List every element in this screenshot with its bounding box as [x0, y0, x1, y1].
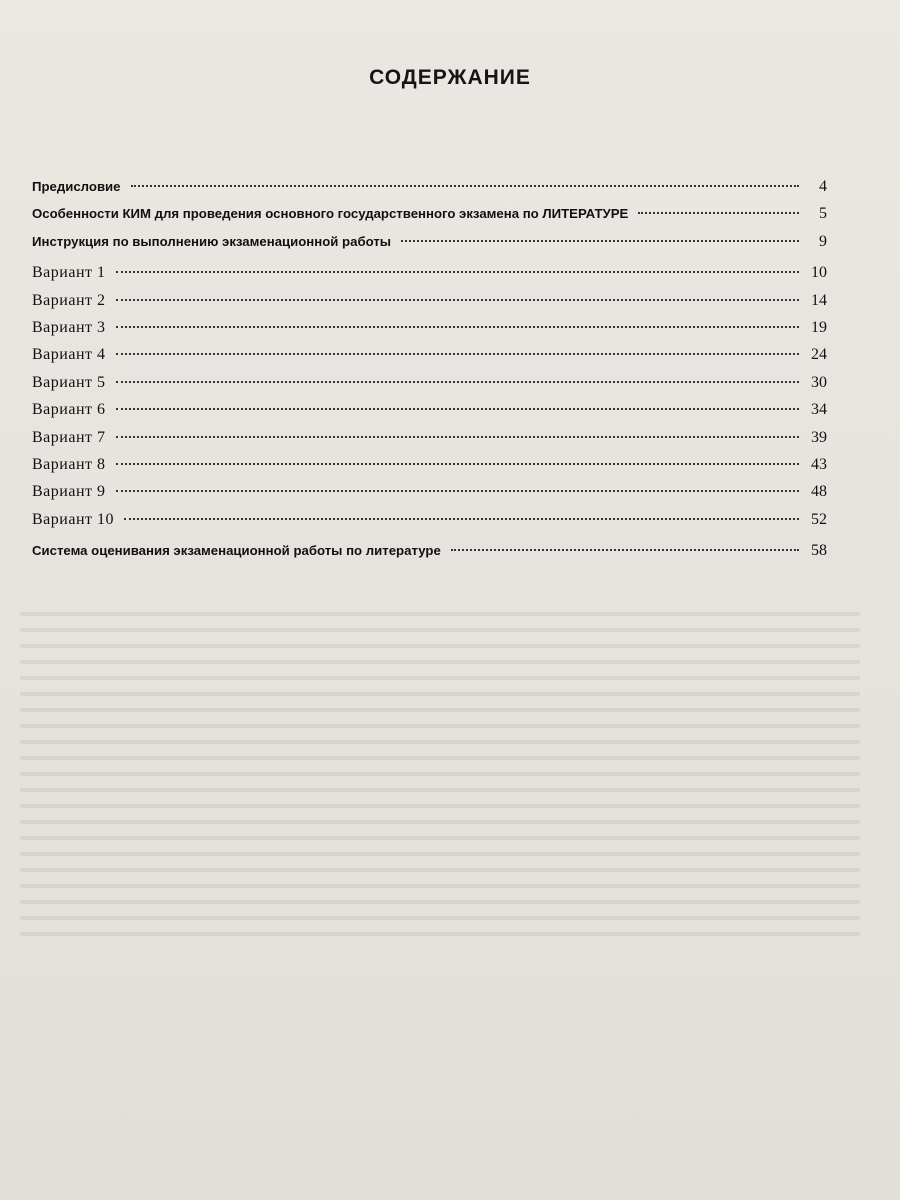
- toc-entry-label: Вариант 3: [32, 318, 106, 336]
- toc-entry-page-number: 34: [811, 401, 827, 419]
- toc-entry-page-number: 24: [811, 346, 827, 364]
- toc-entry-label: Вариант 5: [32, 373, 106, 391]
- dot-leader: [116, 353, 800, 355]
- dot-leader: [124, 518, 799, 520]
- toc-entry[interactable]: [32, 542, 827, 569]
- toc-entry[interactable]: [32, 178, 827, 205]
- dot-leader: [116, 326, 800, 328]
- toc-entry-label: Вариант 4: [32, 346, 106, 364]
- toc-entry[interactable]: [32, 233, 827, 260]
- toc-entry-page-number: 9: [819, 232, 827, 250]
- dot-leader: [401, 240, 799, 242]
- toc-entry[interactable]: [32, 401, 827, 428]
- toc-entry-label: Инструкция по выполнению экзаменационной работы: [32, 233, 392, 249]
- toc-entry-page-number: 10: [811, 264, 827, 282]
- page-title: СОДЕРЖАНИЕ: [369, 66, 531, 89]
- toc-entry-label: Вариант 7: [32, 428, 106, 446]
- dot-leader: [116, 408, 800, 410]
- toc-entry-page-number: 14: [811, 291, 827, 309]
- dot-leader: [116, 381, 800, 383]
- bleed-through-text: [20, 600, 860, 1160]
- toc-entry-label: Вариант 1: [32, 264, 106, 282]
- toc-entry-page-number: 39: [811, 428, 827, 446]
- toc-entry-label: Вариант 9: [32, 483, 106, 501]
- toc-entry[interactable]: [32, 205, 827, 232]
- dot-leader: [116, 490, 800, 492]
- dot-leader: [116, 299, 800, 301]
- toc-entry-label: Вариант 2: [32, 291, 106, 309]
- toc-entry-page-number: 48: [811, 483, 827, 501]
- toc-entry[interactable]: [32, 264, 827, 291]
- toc-entry[interactable]: [32, 511, 827, 538]
- toc-entry-label: Система оценивания экзаменационной работы по литературе: [32, 543, 441, 559]
- toc-entry[interactable]: [32, 346, 827, 373]
- toc-entry-page-number: 19: [811, 318, 827, 336]
- toc-entry-label: Предисловие: [32, 179, 121, 194]
- toc-entry-label: Особенности КИМ для проведения основного государственного экзамена по ЛИТЕРАТУРЕ: [32, 206, 629, 222]
- table-of-contents: [32, 178, 827, 569]
- toc-entry[interactable]: [32, 292, 827, 319]
- dot-leader: [451, 549, 799, 551]
- toc-entry-label: Вариант 10: [32, 510, 114, 528]
- toc-entry[interactable]: [32, 456, 827, 483]
- toc-entry[interactable]: [32, 429, 827, 456]
- toc-entry-page-number: 52: [811, 510, 827, 528]
- toc-entry-page-number: 58: [811, 542, 827, 560]
- toc-entry[interactable]: [32, 374, 827, 401]
- toc-entry-page-number: 30: [811, 373, 827, 391]
- dot-leader: [116, 271, 800, 273]
- toc-entry-label: Вариант 6: [32, 401, 106, 419]
- dot-leader: [116, 463, 800, 465]
- toc-entry[interactable]: [32, 483, 827, 510]
- toc-entry-label: Вариант 8: [32, 455, 106, 473]
- dot-leader: [116, 436, 800, 438]
- dot-leader: [638, 212, 799, 214]
- toc-entry-page-number: 4: [819, 178, 827, 195]
- toc-entry[interactable]: [32, 319, 827, 346]
- dot-leader: [131, 185, 800, 187]
- toc-entry-page-number: 5: [819, 205, 827, 223]
- toc-entry-page-number: 43: [811, 455, 827, 473]
